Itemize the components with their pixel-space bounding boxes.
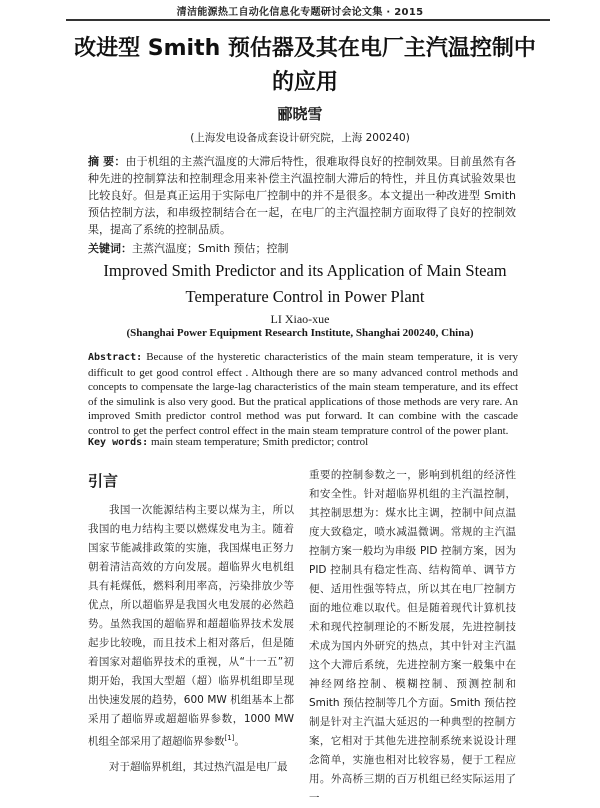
citation-ref: [1] bbox=[224, 734, 235, 742]
right-column-paragraph: 重要的控制参数之一，影响到机组的经济性和安全性。针对超临界机组的主汽温控制，其控制思想为：煤水比主调，控制中间点温度大致稳定，喷水减温微调。常规的主汽温控制方案一般均为串级 PID 控制方案，因为 PID 控制具有稳定性高、结构简单、调节方便、适用性强等特点，所以其在电厂控制方面的地位难以取代。但是随着现代计算机技术和现代控制理论的不断发展，先进控制技术成为国内外研究的热点，其中针对主汽温这个大滞后系统，先进控制方案一般集中在神经网络控制、模糊控制、预测控制和 Smith 预估控制等几个方面。Smith 预估控制是针对主汽温大延迟的一种典型的控制方案，它相对于其他先进控制系统来说设计理念简单，实施也相对比较容易，便于工程应用。外高桥三期的百万机组已经实际运用了一 bbox=[309, 469, 516, 804]
intro-paragraph-2: 对于超临界机组，其过热汽温是电厂最 bbox=[109, 760, 288, 773]
header-rule bbox=[66, 19, 550, 21]
chinese-author: 郦晓雪 bbox=[277, 105, 323, 123]
english-keywords-text: main steam temperature; Smith predictor; control bbox=[148, 436, 369, 448]
english-keywords bbox=[88, 436, 518, 448]
running-header: 清洁能源热工自动化信息化专题研讨会论文集 · 2015 bbox=[176, 7, 424, 18]
english-title: Improved Smith Predictor and its Application of Main Steam Temperature Control in Power Plant bbox=[103, 261, 507, 306]
chinese-title: 改进型 Smith 预估器及其在电厂主汽温控制中的应用 bbox=[74, 36, 536, 95]
intro-paragraph-1-end: 。 bbox=[234, 735, 245, 748]
intro-paragraph-1 bbox=[88, 501, 294, 752]
english-abstract-label: Abstract: bbox=[88, 352, 143, 363]
chinese-abstract-text: 由于机组的主蒸汽温度的大滞后特性，很难取得良好的控制效果。目前虽然有各种先进的控制算法和控制理念用来补偿主汽温控制大滞后的特性，并且仿真试验效果也比较良好。但是真正运用于实际电厂控制中的并不是很多。本文提出一种改进型 Smith 预估控制方法，和串级控制结合在一起，在电厂的主汽温控制方面取得了良好的控制效果，提高了系统的控制品质。 bbox=[88, 155, 516, 236]
intro-paragraph-1-text: 我国一次能源结构主要以煤为主，所以我国的电力结构主要以燃煤发电为主。随着国家节能减排政策的实施，我国煤电正努力朝着清洁高效的方向发展。超临界火电机组具有耗煤低，燃料利用率高，污染排放少等优点，所以超临界是我国火电发展的必然趋势。虽然我国的超临界和超超临界技术发展起步比较晚，而且技术上相对落后，但是随着国家对超临界技术的重视，从“十一五”初期开始，我国大型超（超）临界机组即呈现出快速发展的趋势，600 MW 机组基本上都采用了超临界或超超临界参数，1000 MW 机组全部采用了超超临界参数 bbox=[88, 504, 294, 748]
english-author: LI Xiao-xue bbox=[270, 312, 330, 326]
left-column bbox=[88, 470, 294, 777]
english-keywords-label: Key words: bbox=[88, 437, 149, 448]
chinese-affiliation: (上海发电设备成套设计研究院，上海 200240) bbox=[190, 132, 410, 144]
chinese-abstract-label: 摘 要： bbox=[88, 155, 126, 168]
english-abstract-text: Because of the hysteretic characteristics of the main steam temperature, it is very difficult to get good control effect . Although there are so many advanced control methods and concepts to compensate the large-lag characteristics of the main steam temperature, and its effect of the simulink is also very good. But the pratical applications of those methods are very rare. An improved Smith predictor control method was put forward. It can combine with the cascade control to get the perfect control effect in the main steam temprature control of the power plant. bbox=[88, 351, 518, 437]
english-affiliation: (Shanghai Power Equipment Research Institute, Shanghai 200240, China) bbox=[126, 327, 474, 339]
chinese-abstract bbox=[88, 153, 516, 238]
section-heading-introduction: 引言 bbox=[88, 472, 119, 490]
chinese-keywords-text: 主蒸汽温度；Smith 预估；控制 bbox=[132, 242, 289, 255]
english-abstract bbox=[88, 350, 518, 438]
chinese-keywords-label: 关键词： bbox=[88, 242, 132, 255]
chinese-keywords bbox=[88, 240, 516, 256]
right-column bbox=[309, 466, 516, 808]
